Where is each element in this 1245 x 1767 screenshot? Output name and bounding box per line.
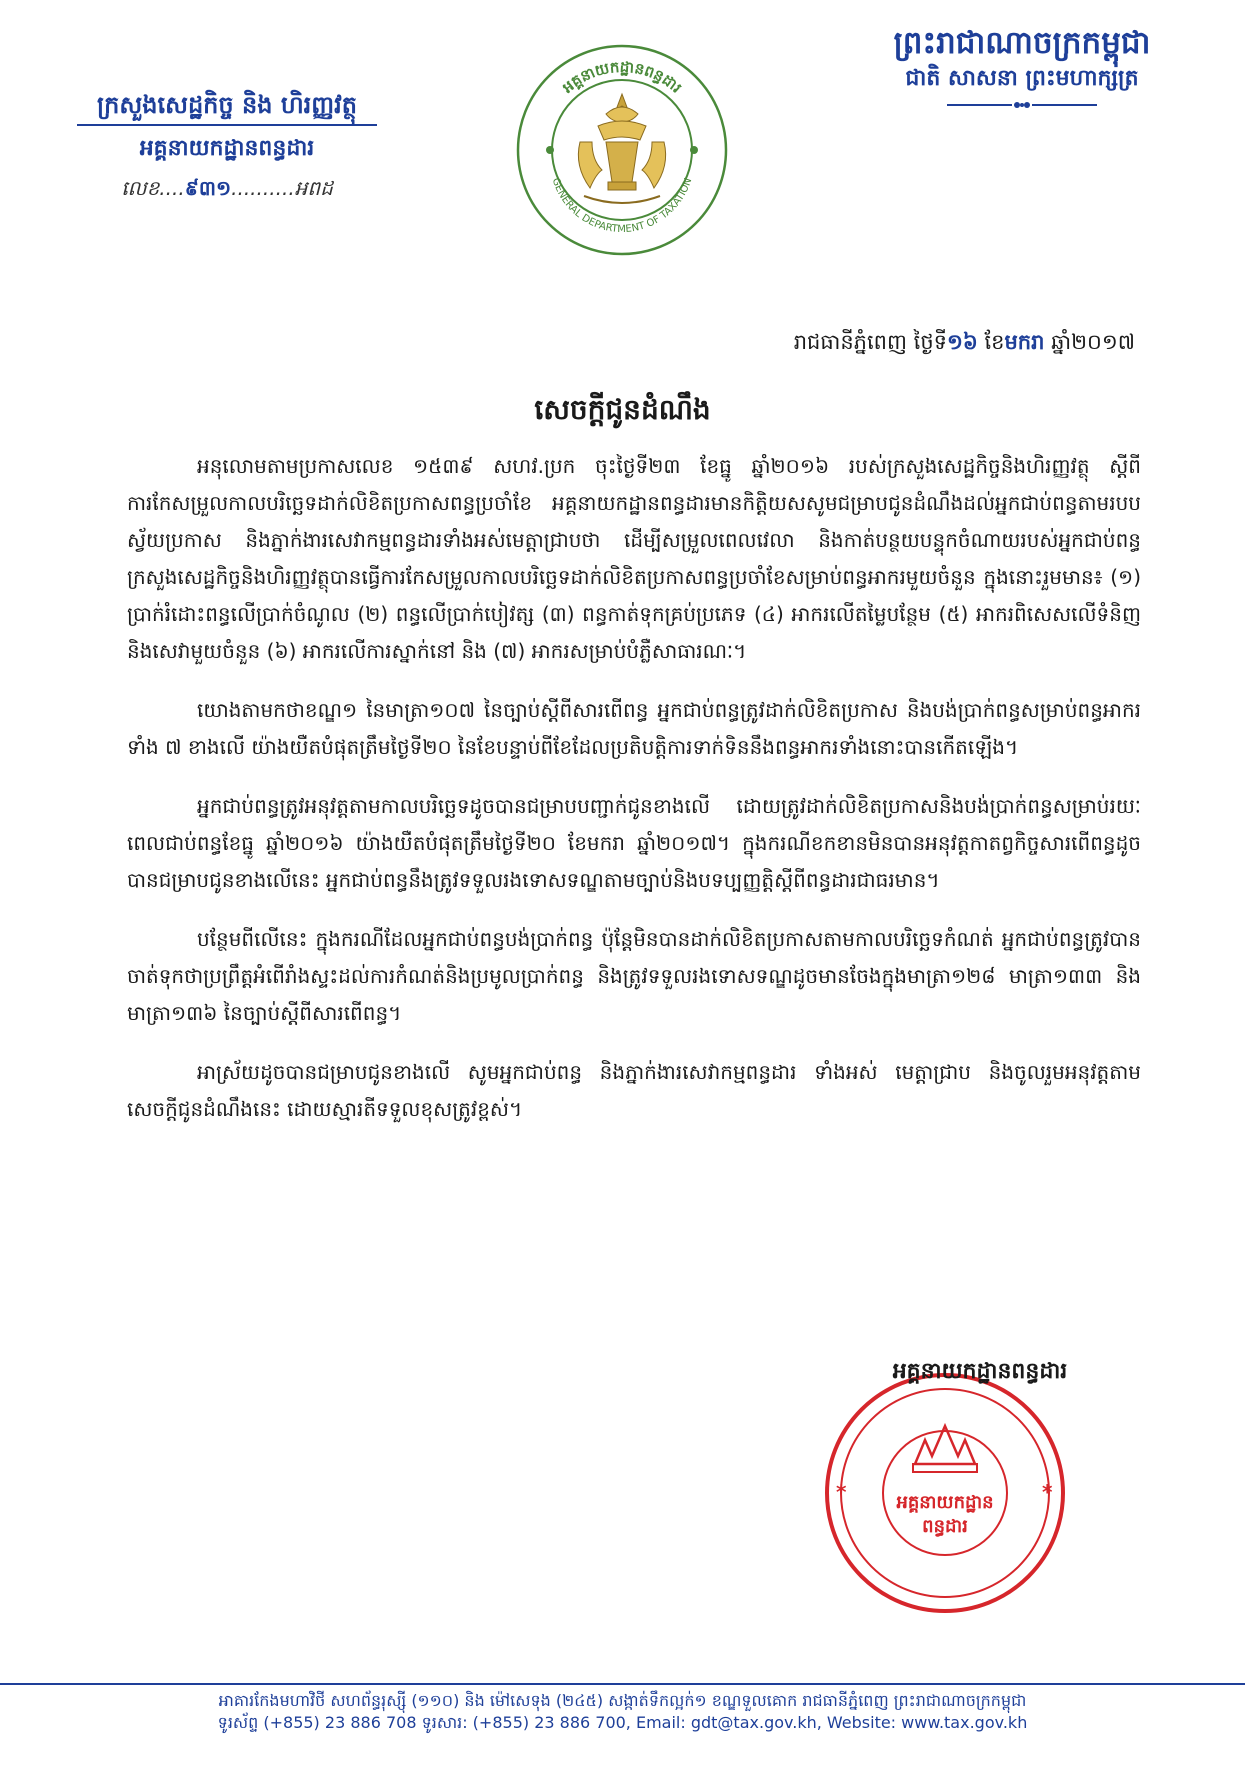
kingdom-header [857, 22, 1187, 110]
ornament-icon [1012, 100, 1032, 110]
date-year: ឆ្នាំ២០១៧ [1044, 330, 1135, 354]
stamp-text-2: ពន្ធដារ [922, 1516, 968, 1537]
kingdom-motto: ជាតិ សាសនា ព្រះមហាក្សត្រ [905, 66, 1139, 91]
date-prefix: រាជធានីភ្នំពេញ ថ្ងៃទី [793, 330, 947, 354]
date-month-label: ខែ [977, 330, 1005, 354]
paragraph-3: អ្នកជាប់ពន្ធត្រូវអនុវត្តតាមកាលបរិច្ឆេទដូចបានជម្រាបបញ្ជាក់ជូនខាងលើ ដោយត្រូវដាក់លិខិតប្រកាសនិងបង់ប្រាក់ពន្ធសម្រាប់រយៈពេលជាប់ពន្ធខែធ្នូ ឆ្នាំ២០១៦ យ៉ាងយឺតបំផុតត្រឹមថ្ងៃទី២០ ខែមករា ឆ្នាំ២០១៧។ ក្នុងករណីខកខានមិនបានអនុវត្តកាតព្វកិច្ចសារពើពន្ធដូចបានជម្រាបជូនខាងលើនេះ អ្នកជាប់ពន្ធនឹងត្រូវទទួលរងទោសទណ្ឌតាមច្បាប់និងបទប្បញ្ញត្តិស្តីពីពន្ធដារជាធរមាន។ [127, 794, 1141, 892]
date-month: មករា [1004, 330, 1045, 354]
footer [0, 1690, 1245, 1734]
ministry-name: ក្រសួងសេដ្ឋកិច្ច និង ហិរញ្ញវត្ថុ [97, 91, 357, 119]
official-stamp [820, 1368, 1070, 1618]
document-body [127, 448, 1141, 1150]
ministry-header [52, 88, 402, 204]
svg-text:*: * [1042, 1480, 1053, 1504]
reference-number [52, 172, 402, 204]
emblem-bottom-text: GENERAL DEPARTMENT OF TAXATION [549, 176, 695, 236]
paragraph-2: យោងតាមកថាខណ្ឌ១ នៃមាត្រា១០៧ នៃច្បាប់ស្តីពីសារពើពន្ធ អ្នកជាប់ពន្ធត្រូវដាក់លិខិតប្រកាស និងបង់ប្រាក់ពន្ធសម្រាប់ពន្ធអាករទាំង ៧ ខាងលើ យ៉ាងយឺតបំផុតត្រឹមថ្ងៃទី២០ នៃខែបន្ទាប់ពីខែដែលប្រតិបត្តិការទាក់ទិននឹងពន្ធអាករទាំងនោះបានកើតឡើង។ [127, 698, 1141, 759]
paragraph-1: អនុលោមតាមប្រកាសលេខ ១៥៣៩ សហវ.ប្រក ចុះថ្ងៃទី២៣ ខែធ្នូ ឆ្នាំ២០១៦ របស់ក្រសួងសេដ្ឋកិច្ចនិងហិរញ្ញវត្ថុ ស្តីពីការកែសម្រួលកាលបរិច្ឆេទដាក់លិខិតប្រកាសពន្ធប្រចាំខែ អគ្គនាយកដ្ឋានពន្ធដារមានកិត្តិយសសូមជម្រាបជូនដំណឹងដល់អ្នកជាប់ពន្ធតាមរបបស្វ័យប្រកាស និងភ្នាក់ងារសេវាកម្មពន្ធដារទាំងអស់មេត្តាជ្រាបថា ដើម្បីសម្រួលពេលវេលា និងកាត់បន្ថយបន្ទុកចំណាយរបស់អ្នកជាប់ពន្ធ ក្រសួងសេដ្ឋកិច្ចនិងហិរញ្ញវត្ថុបានធ្វើការកែសម្រួលកាលបរិច្ឆេទដាក់លិខិតប្រកាសពន្ធប្រចាំខែសម្រាប់ពន្ធអាករមួយចំនួន ក្នុងនោះរួមមាន៖ (១) ប្រាក់រំដោះពន្ធលើប្រាក់ចំណូល (២) ពន្ធលើប្រាក់បៀវត្ស (៣) ពន្ធកាត់ទុកគ្រប់ប្រភេទ (៤) អាករលើតម្លៃបន្ថែម (៥) អាករពិសេសលើទំនិញនិងសេវាមួយចំនួន (៦) អាករលើការស្នាក់នៅ និង (៧) អាករសម្រាប់បំភ្លឺសាធារណៈ។ [127, 454, 1141, 663]
date-day: ១៦ [947, 330, 978, 354]
ref-number: ៩៣១ [184, 176, 232, 200]
footer-address: អាគារកែងមហាវិថី សហព័ន្ធរុស្ស៊ី (១១០) និង ម៉ៅសេទុង (២៤៥) សង្កាត់ទឹកល្អក់១ ខណ្ឌទួលគោក រាជធានីភ្នំពេញ ព្រះរាជាណាចក្រកម្ពុជា [218, 1691, 1027, 1710]
gdt-emblem [514, 42, 730, 258]
ministry-underline [77, 124, 377, 126]
document-date [794, 326, 1135, 358]
kingdom-title: ព្រះរាជាណាចក្រកម្ពុជា [893, 25, 1151, 61]
ref-suffix: ..........អពដ [231, 176, 333, 200]
paragraph-5: អាស្រ័យដូចបានជម្រាបជូនខាងលើ សូមអ្នកជាប់ពន្ធ និងភ្នាក់ងារសេវាកម្មពន្ធដារ ទាំងអស់ មេត្តាជ្រាប និងចូលរួមអនុវត្តតាមសេចក្តីជូនដំណឹងនេះ ដោយស្មារតីទទួលខុសត្រូវខ្ពស់។ [127, 1060, 1141, 1121]
paragraph-4: បន្ថែមពីលើនេះ ក្នុងករណីដែលអ្នកជាប់ពន្ធបង់ប្រាក់ពន្ធ ប៉ុន្តែមិនបានដាក់លិខិតប្រកាសតាមកាលបរិច្ឆេទកំណត់ អ្នកជាប់ពន្ធត្រូវបានចាត់ទុកថាប្រព្រឹត្តអំពើរាំងស្ទះដល់ការកំណត់និងប្រមូលប្រាក់ពន្ធ និងត្រូវទទួលរងទោសទណ្ឌដូចមានចែងក្នុងមាត្រា១២៨ មាត្រា១៣៣ និងមាត្រា១៣៦ នៃច្បាប់ស្តីពីសារពើពន្ធ។ [127, 927, 1141, 1025]
svg-text:*: * [836, 1480, 847, 1504]
signer-title: អគ្គនាយកដ្ឋានពន្ធដារ [892, 1359, 1068, 1384]
ornament-divider [947, 100, 1097, 110]
stamp-text-1: អគ្គនាយកដ្ឋាន [896, 1492, 994, 1513]
department-name: អគ្គនាយកដ្ឋានពន្ធដារ [139, 136, 315, 161]
document-title: សេចក្តីជូនដំណឹង [534, 393, 711, 426]
emblem-top-text: អគ្គនាយកដ្ឋានពន្ធដារ [558, 57, 686, 97]
footer-divider [0, 1683, 1245, 1685]
footer-contact: ទូរស័ព្ទ (+855) 23 886 708 ទូរសារ: (+855) 23 886 700, Email: gdt@tax.gov.kh, Website: www.tax.gov.kh [217, 1713, 1028, 1732]
emblem-seal-icon [514, 42, 730, 258]
ref-prefix: លេខ.... [121, 176, 185, 200]
stamp-seal-icon [820, 1368, 1070, 1618]
